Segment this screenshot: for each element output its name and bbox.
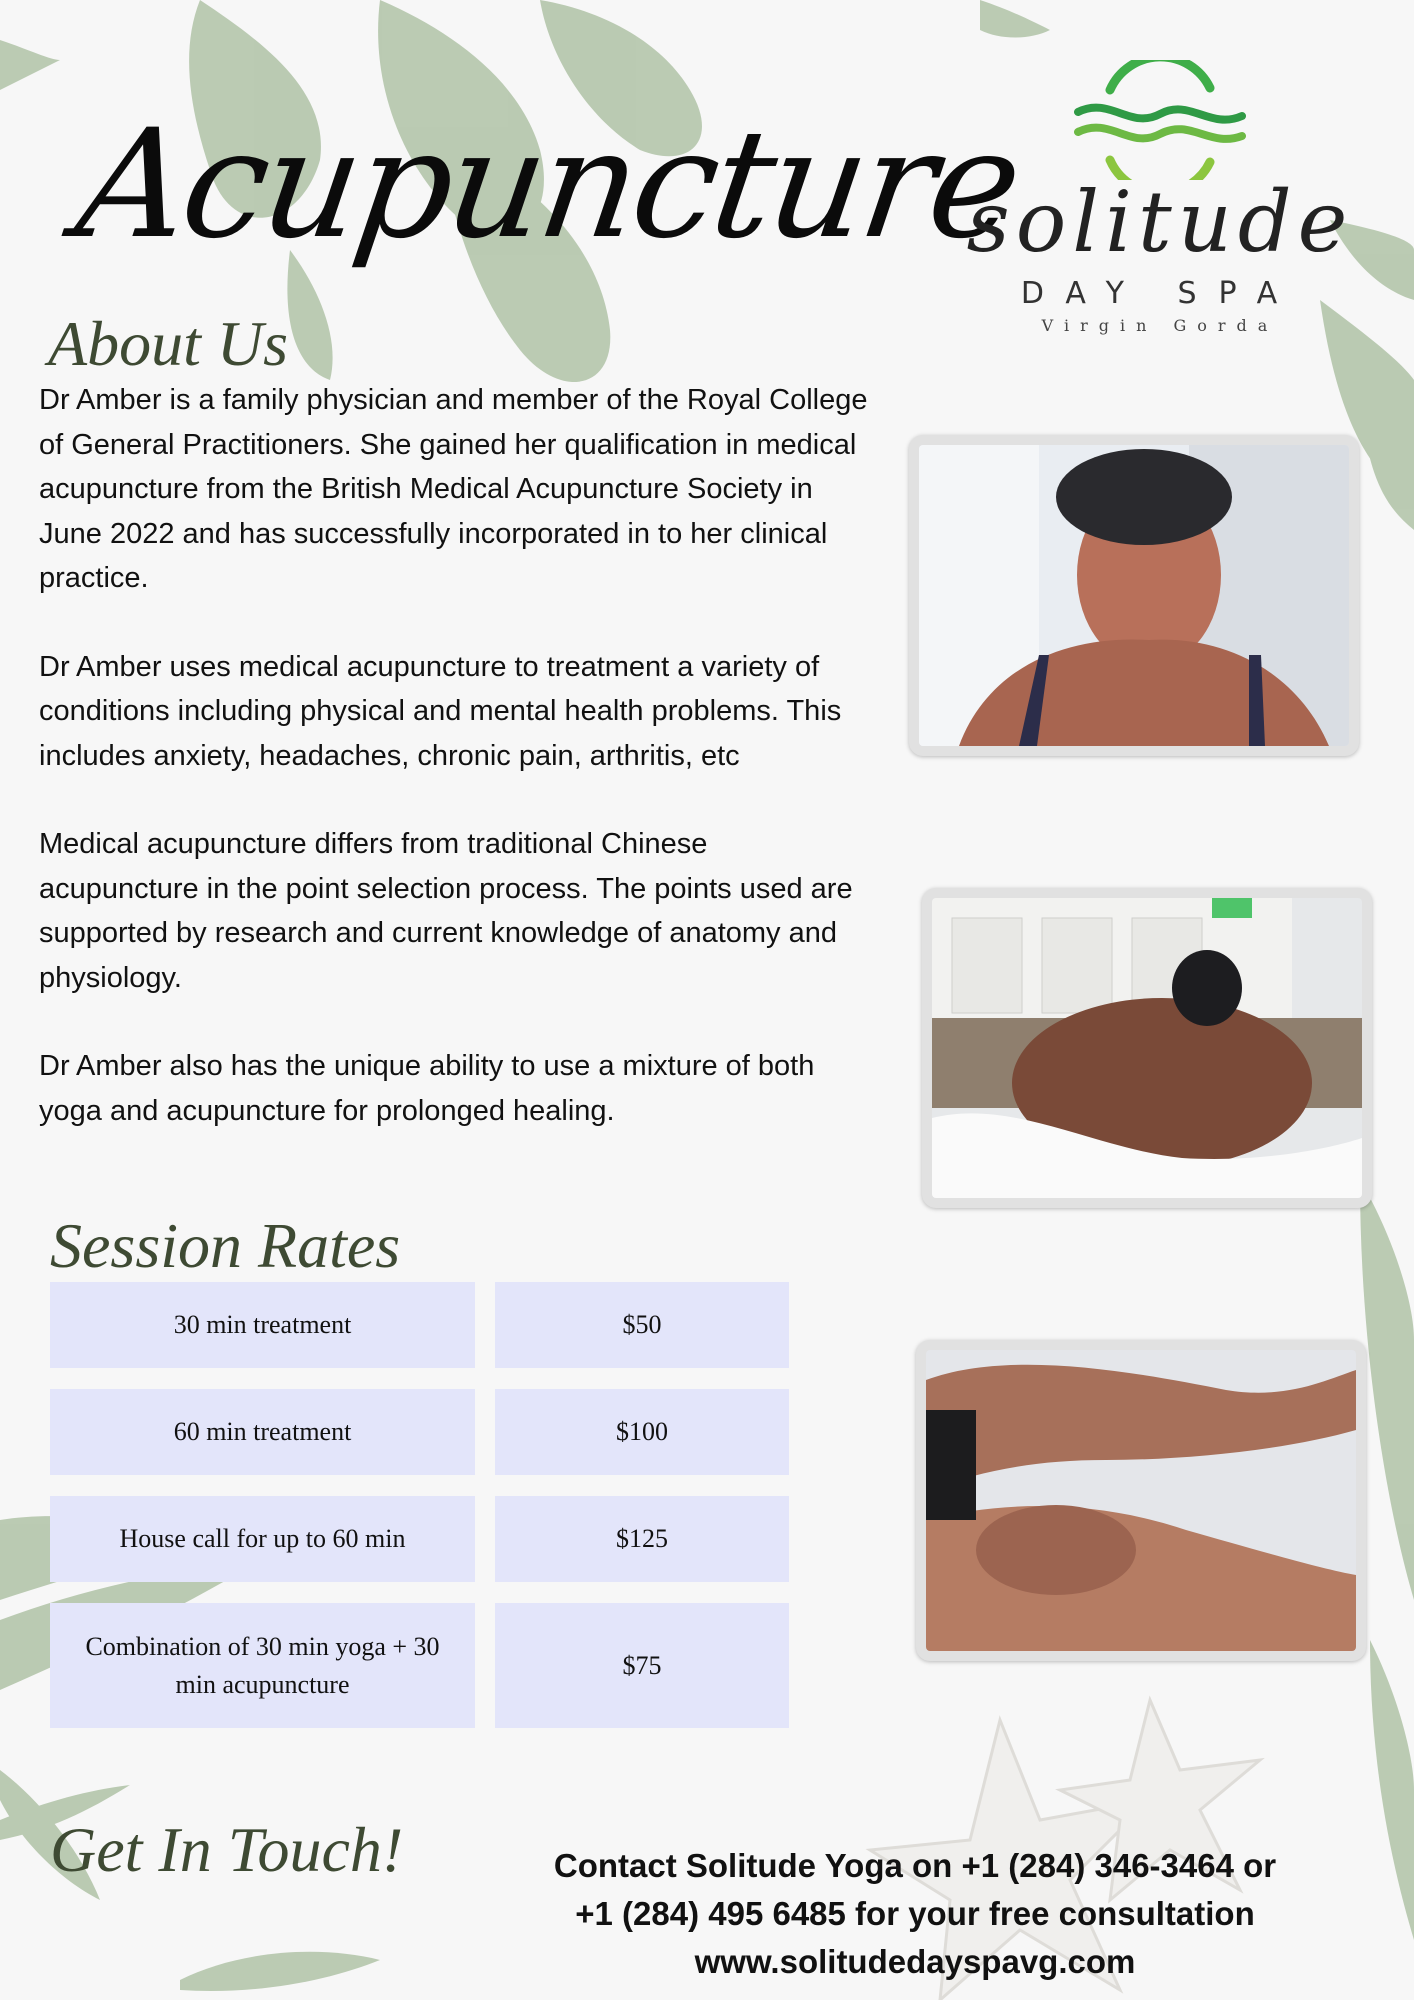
rate-price-cell: $100 (495, 1389, 789, 1475)
rate-service-cell: 60 min treatment (50, 1389, 475, 1475)
acupuncture-face-photo (909, 435, 1359, 756)
rate-service-cell: 30 min treatment (50, 1282, 475, 1368)
wave-emblem-icon (960, 60, 1360, 180)
session-rates-heading: Session Rates (50, 1210, 401, 1281)
contact-line: Contact Solitude Yoga on +1 (284) 346-3464 or (553, 1847, 1277, 1884)
rate-price-cell: $50 (495, 1282, 789, 1368)
contact-block (500, 1842, 1330, 1986)
about-paragraph: Dr Amber uses medical acupuncture to treatment a variety of conditions including physical and mental health problems. This includes anxiety, headaches, chronic pain, arthritis, etc (39, 650, 842, 772)
about-body (39, 378, 869, 1177)
website-link[interactable]: www.solitudedayspavg.com (694, 1943, 1136, 1980)
get-in-touch-heading: Get In Touch! (50, 1814, 404, 1885)
acupuncture-knee-photo (916, 1340, 1366, 1661)
rate-price-cell: $125 (495, 1496, 789, 1582)
about-heading: About Us (48, 308, 288, 379)
rate-service-cell: House call for up to 60 min (50, 1496, 475, 1582)
about-paragraph: Dr Amber is a family physician and member of the Royal College of General Practitioners. She gained her qualification in medical acupuncture from the British Medical Acupuncture Society in June 2022 and has successfully incorporated in to her clinical practice. (39, 384, 868, 594)
about-paragraph: Dr Amber also has the unique ability to use a mixture of both yoga and acupuncture for prolonged healing. (39, 1050, 815, 1127)
spa-logo[interactable] (960, 60, 1360, 350)
logo-subtitle: DAY SPA (1020, 276, 1300, 311)
rate-price-cell: $75 (495, 1603, 789, 1728)
acupuncture-back-photo (922, 888, 1372, 1208)
logo-location: Virgin Gorda (1041, 316, 1279, 335)
contact-line: +1 (284) 495 6485 for your free consultation (575, 1895, 1255, 1932)
page-title: Acupuncture (67, 98, 1028, 272)
about-paragraph: Medical acupuncture differs from traditional Chinese acupuncture in the point selection process. The points used are supported by research and current knowledge of anatomy and physiology. (39, 828, 853, 994)
logo-wordmark: solitude (966, 173, 1354, 271)
rate-service-cell: Combination of 30 min yoga + 30 min acupuncture (50, 1603, 475, 1728)
